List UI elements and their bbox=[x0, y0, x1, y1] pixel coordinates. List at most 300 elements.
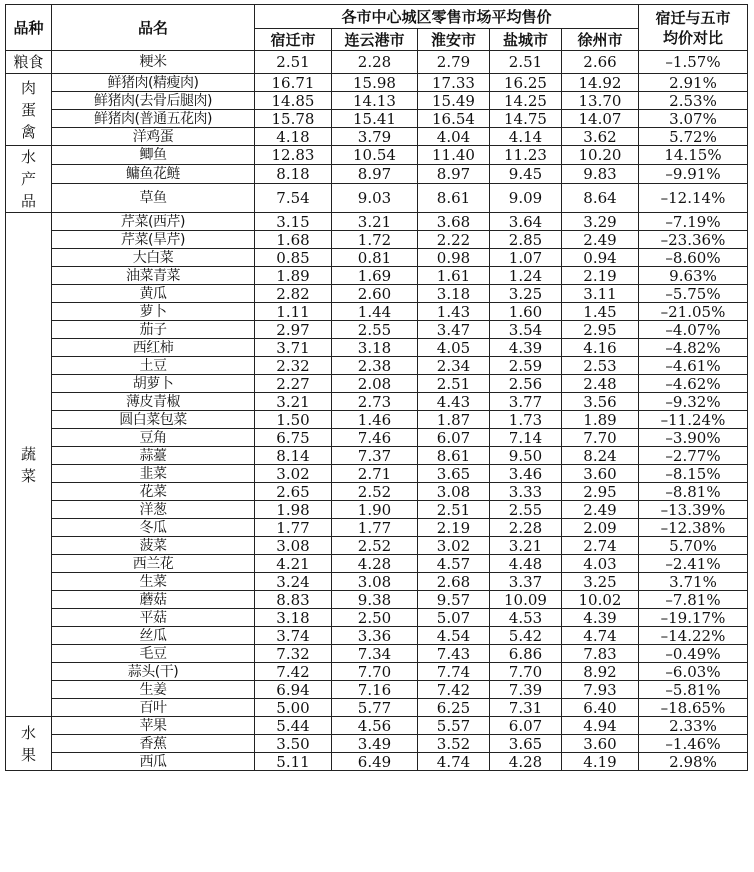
price-cell: 3.62 bbox=[562, 128, 639, 146]
price-cell: 9.57 bbox=[418, 591, 490, 609]
price-cell: 3.33 bbox=[490, 483, 562, 501]
price-cell: 4.14 bbox=[490, 128, 562, 146]
price-cell: 7.83 bbox=[562, 645, 639, 663]
ratio-cell: 2.98% bbox=[639, 753, 748, 771]
price-cell: 1.69 bbox=[332, 267, 418, 285]
table-row bbox=[6, 285, 748, 303]
price-cell: 8.14 bbox=[255, 447, 332, 465]
price-cell: 3.46 bbox=[490, 465, 562, 483]
table-row bbox=[6, 74, 748, 92]
price-cell: 15.49 bbox=[418, 92, 490, 110]
table-row bbox=[6, 627, 748, 645]
category-cell bbox=[6, 146, 52, 213]
table-row bbox=[6, 555, 748, 573]
price-cell: 3.21 bbox=[255, 393, 332, 411]
price-cell: 1.87 bbox=[418, 411, 490, 429]
table-row bbox=[6, 110, 748, 128]
price-comparison-table bbox=[5, 4, 748, 771]
price-cell: 6.40 bbox=[562, 699, 639, 717]
price-cell: 1.73 bbox=[490, 411, 562, 429]
price-cell: 17.33 bbox=[418, 74, 490, 92]
price-cell: 1.60 bbox=[490, 303, 562, 321]
price-cell: 2.95 bbox=[562, 483, 639, 501]
ratio-cell: –1.57% bbox=[639, 51, 748, 74]
item-name-cell: 生菜 bbox=[52, 573, 255, 591]
price-cell: 4.19 bbox=[562, 753, 639, 771]
price-cell: 3.54 bbox=[490, 321, 562, 339]
price-cell: 3.77 bbox=[490, 393, 562, 411]
price-cell: 2.71 bbox=[332, 465, 418, 483]
price-cell: 3.79 bbox=[332, 128, 418, 146]
item-name-cell: 西瓜 bbox=[52, 753, 255, 771]
price-cell: 2.28 bbox=[332, 51, 418, 74]
price-cell: 3.71 bbox=[255, 339, 332, 357]
ratio-header-line2: 均价对比 bbox=[662, 28, 723, 47]
city-header: 徐州市 bbox=[562, 29, 639, 51]
price-cell: 4.74 bbox=[418, 753, 490, 771]
table-row bbox=[6, 519, 748, 537]
price-cell: 3.36 bbox=[332, 627, 418, 645]
city-header: 宿迁市 bbox=[255, 29, 332, 51]
ratio-cell: –7.81% bbox=[639, 591, 748, 609]
category-char: 产 bbox=[20, 170, 36, 188]
item-name-cell: 菠菜 bbox=[52, 537, 255, 555]
price-cell: 9.45 bbox=[490, 164, 562, 183]
category-char: 肉 bbox=[20, 78, 36, 97]
table-body bbox=[6, 51, 748, 771]
table-row bbox=[6, 231, 748, 249]
price-cell: 6.94 bbox=[255, 681, 332, 699]
table-row bbox=[6, 645, 748, 663]
price-cell: 2.52 bbox=[332, 537, 418, 555]
ratio-cell: –8.81% bbox=[639, 483, 748, 501]
price-cell: 2.68 bbox=[418, 573, 490, 591]
price-cell: 3.18 bbox=[255, 609, 332, 627]
price-cell: 6.86 bbox=[490, 645, 562, 663]
ratio-cell: 3.71% bbox=[639, 573, 748, 591]
price-cell: 5.77 bbox=[332, 699, 418, 717]
price-cell: 2.73 bbox=[332, 393, 418, 411]
price-cell: 4.39 bbox=[562, 609, 639, 627]
item-name-cell: 豆角 bbox=[52, 429, 255, 447]
ratio-header bbox=[639, 5, 748, 51]
price-cell: 2.66 bbox=[562, 51, 639, 74]
price-cell: 5.42 bbox=[490, 627, 562, 645]
price-cell: 9.83 bbox=[562, 164, 639, 183]
price-cell: 3.68 bbox=[418, 213, 490, 231]
item-name-cell: 草鱼 bbox=[52, 183, 255, 212]
price-cell: 14.75 bbox=[490, 110, 562, 128]
price-cell: 3.65 bbox=[490, 735, 562, 753]
price-cell: 8.61 bbox=[418, 183, 490, 212]
price-cell: 1.77 bbox=[332, 519, 418, 537]
item-name-cell: 西红柿 bbox=[52, 339, 255, 357]
price-cell: 2.55 bbox=[332, 321, 418, 339]
category-cell: 粮食 bbox=[6, 51, 52, 74]
item-name-cell: 平菇 bbox=[52, 609, 255, 627]
price-cell: 3.47 bbox=[418, 321, 490, 339]
price-cell: 1.89 bbox=[562, 411, 639, 429]
price-cell: 3.18 bbox=[332, 339, 418, 357]
price-cell: 3.25 bbox=[490, 285, 562, 303]
ratio-cell: 2.91% bbox=[639, 74, 748, 92]
price-cell: 8.97 bbox=[332, 164, 418, 183]
name-header: 品名 bbox=[52, 5, 255, 51]
price-cell: 2.50 bbox=[332, 609, 418, 627]
item-name-cell: 萝卜 bbox=[52, 303, 255, 321]
item-name-cell: 蒜薹 bbox=[52, 447, 255, 465]
item-name-cell: 花菜 bbox=[52, 483, 255, 501]
price-cell: 2.85 bbox=[490, 231, 562, 249]
ratio-cell: 5.72% bbox=[639, 128, 748, 146]
table-row bbox=[6, 681, 748, 699]
ratio-cell: 3.07% bbox=[639, 110, 748, 128]
price-cell: 2.27 bbox=[255, 375, 332, 393]
item-name-cell: 洋葱 bbox=[52, 501, 255, 519]
ratio-cell: –18.65% bbox=[639, 699, 748, 717]
price-cell: 10.20 bbox=[562, 146, 639, 165]
item-name-cell: 鲜猪肉(普通五花肉) bbox=[52, 110, 255, 128]
price-cell: 1.46 bbox=[332, 411, 418, 429]
price-cell: 4.04 bbox=[418, 128, 490, 146]
price-cell: 11.23 bbox=[490, 146, 562, 165]
price-cell: 7.42 bbox=[255, 663, 332, 681]
ratio-cell: –12.14% bbox=[639, 183, 748, 212]
price-cell: 3.64 bbox=[490, 213, 562, 231]
price-cell: 6.49 bbox=[332, 753, 418, 771]
table-row bbox=[6, 128, 748, 146]
price-cell: 14.85 bbox=[255, 92, 332, 110]
ratio-cell: –2.77% bbox=[639, 447, 748, 465]
price-cell: 3.60 bbox=[562, 465, 639, 483]
price-cell: 7.70 bbox=[332, 663, 418, 681]
price-cell: 6.75 bbox=[255, 429, 332, 447]
price-cell: 4.28 bbox=[332, 555, 418, 573]
price-cell: 15.98 bbox=[332, 74, 418, 92]
price-cell: 2.28 bbox=[490, 519, 562, 537]
ratio-cell: 14.15% bbox=[639, 146, 748, 165]
price-cell: 3.25 bbox=[562, 573, 639, 591]
table-row bbox=[6, 267, 748, 285]
price-cell: 7.34 bbox=[332, 645, 418, 663]
price-cell: 1.72 bbox=[332, 231, 418, 249]
price-cell: 0.81 bbox=[332, 249, 418, 267]
price-cell: 9.03 bbox=[332, 183, 418, 212]
category-char: 水 bbox=[20, 723, 36, 742]
category-cell bbox=[6, 74, 52, 146]
price-cell: 2.82 bbox=[255, 285, 332, 303]
price-cell: 3.56 bbox=[562, 393, 639, 411]
price-cell: 2.34 bbox=[418, 357, 490, 375]
price-cell: 5.07 bbox=[418, 609, 490, 627]
price-cell: 3.52 bbox=[418, 735, 490, 753]
item-name-cell: 蒜头(干) bbox=[52, 663, 255, 681]
price-cell: 4.28 bbox=[490, 753, 562, 771]
price-cell: 5.00 bbox=[255, 699, 332, 717]
item-name-cell: 鲜猪肉(精瘦肉) bbox=[52, 74, 255, 92]
item-name-cell: 洋鸡蛋 bbox=[52, 128, 255, 146]
table-row bbox=[6, 146, 748, 165]
ratio-cell: –2.41% bbox=[639, 555, 748, 573]
item-name-cell: 胡萝卜 bbox=[52, 375, 255, 393]
price-cell: 2.22 bbox=[418, 231, 490, 249]
item-name-cell: 鳙鱼花鲢 bbox=[52, 164, 255, 183]
table-row bbox=[6, 393, 748, 411]
price-cell: 6.25 bbox=[418, 699, 490, 717]
price-cell: 9.50 bbox=[490, 447, 562, 465]
table-header bbox=[6, 5, 748, 51]
price-cell: 3.02 bbox=[255, 465, 332, 483]
price-cell: 3.11 bbox=[562, 285, 639, 303]
ratio-cell: 2.33% bbox=[639, 717, 748, 735]
price-cell: 4.05 bbox=[418, 339, 490, 357]
price-cell: 2.59 bbox=[490, 357, 562, 375]
price-cell: 2.60 bbox=[332, 285, 418, 303]
price-cell: 5.44 bbox=[255, 717, 332, 735]
category-char: 蛋 bbox=[20, 100, 36, 119]
item-name-cell: 土豆 bbox=[52, 357, 255, 375]
price-cell: 2.53 bbox=[562, 357, 639, 375]
price-cell: 13.70 bbox=[562, 92, 639, 110]
price-cell: 7.74 bbox=[418, 663, 490, 681]
price-cell: 14.13 bbox=[332, 92, 418, 110]
item-name-cell: 鲫鱼 bbox=[52, 146, 255, 165]
table-row bbox=[6, 717, 748, 735]
category-char: 蔬 bbox=[20, 444, 36, 463]
table-row bbox=[6, 501, 748, 519]
item-name-cell: 西兰花 bbox=[52, 555, 255, 573]
price-cell: 0.98 bbox=[418, 249, 490, 267]
price-cell: 4.56 bbox=[332, 717, 418, 735]
table-row bbox=[6, 183, 748, 212]
ratio-cell: –3.90% bbox=[639, 429, 748, 447]
price-cell: 7.37 bbox=[332, 447, 418, 465]
price-cell: 1.50 bbox=[255, 411, 332, 429]
category-char: 水 bbox=[20, 148, 36, 166]
price-cell: 2.19 bbox=[562, 267, 639, 285]
price-cell: 7.31 bbox=[490, 699, 562, 717]
price-cell: 0.85 bbox=[255, 249, 332, 267]
price-cell: 8.24 bbox=[562, 447, 639, 465]
category-cell bbox=[6, 717, 52, 771]
price-cell: 0.94 bbox=[562, 249, 639, 267]
ratio-cell: –0.49% bbox=[639, 645, 748, 663]
ratio-cell: –11.24% bbox=[639, 411, 748, 429]
price-cell: 4.18 bbox=[255, 128, 332, 146]
table-row bbox=[6, 339, 748, 357]
price-cell: 4.53 bbox=[490, 609, 562, 627]
city-header: 盐城市 bbox=[490, 29, 562, 51]
price-cell: 6.07 bbox=[490, 717, 562, 735]
price-cell: 3.21 bbox=[490, 537, 562, 555]
item-name-cell: 香蕉 bbox=[52, 735, 255, 753]
price-cell: 3.65 bbox=[418, 465, 490, 483]
price-cell: 8.61 bbox=[418, 447, 490, 465]
price-cell: 7.43 bbox=[418, 645, 490, 663]
price-cell: 4.57 bbox=[418, 555, 490, 573]
price-cell: 2.79 bbox=[418, 51, 490, 74]
ratio-cell: –4.61% bbox=[639, 357, 748, 375]
price-cell: 2.55 bbox=[490, 501, 562, 519]
category-cell bbox=[6, 213, 52, 717]
table-row bbox=[6, 303, 748, 321]
price-cell: 14.25 bbox=[490, 92, 562, 110]
price-cell: 3.02 bbox=[418, 537, 490, 555]
item-name-cell: 薄皮青椒 bbox=[52, 393, 255, 411]
price-cell: 14.07 bbox=[562, 110, 639, 128]
price-cell: 3.15 bbox=[255, 213, 332, 231]
ratio-cell: –23.36% bbox=[639, 231, 748, 249]
category-char: 果 bbox=[20, 745, 36, 764]
ratio-cell: 5.70% bbox=[639, 537, 748, 555]
price-cell: 7.14 bbox=[490, 429, 562, 447]
price-cell: 8.97 bbox=[418, 164, 490, 183]
price-cell: 7.39 bbox=[490, 681, 562, 699]
ratio-cell: –12.38% bbox=[639, 519, 748, 537]
price-cell: 4.21 bbox=[255, 555, 332, 573]
price-cell: 5.11 bbox=[255, 753, 332, 771]
price-cell: 10.02 bbox=[562, 591, 639, 609]
price-cell: 2.51 bbox=[418, 501, 490, 519]
table-row bbox=[6, 213, 748, 231]
price-cell: 15.78 bbox=[255, 110, 332, 128]
table-row bbox=[6, 411, 748, 429]
item-name-cell: 毛豆 bbox=[52, 645, 255, 663]
table-row bbox=[6, 164, 748, 183]
price-cell: 1.44 bbox=[332, 303, 418, 321]
table-row bbox=[6, 735, 748, 753]
price-cell: 11.40 bbox=[418, 146, 490, 165]
price-cell: 7.70 bbox=[490, 663, 562, 681]
price-cell: 2.52 bbox=[332, 483, 418, 501]
price-cell: 3.24 bbox=[255, 573, 332, 591]
price-cell: 1.45 bbox=[562, 303, 639, 321]
table-row bbox=[6, 699, 748, 717]
city-group-header: 各市中心城区零售市场平均售价 bbox=[255, 5, 639, 29]
price-cell: 2.09 bbox=[562, 519, 639, 537]
price-cell: 2.95 bbox=[562, 321, 639, 339]
item-name-cell: 芹菜(西芹) bbox=[52, 213, 255, 231]
price-cell: 3.37 bbox=[490, 573, 562, 591]
price-cell: 2.48 bbox=[562, 375, 639, 393]
price-cell: 7.54 bbox=[255, 183, 332, 212]
table-row bbox=[6, 321, 748, 339]
ratio-cell: 2.53% bbox=[639, 92, 748, 110]
price-cell: 2.51 bbox=[418, 375, 490, 393]
price-cell: 3.49 bbox=[332, 735, 418, 753]
price-cell: 16.54 bbox=[418, 110, 490, 128]
ratio-cell: –13.39% bbox=[639, 501, 748, 519]
price-cell: 14.92 bbox=[562, 74, 639, 92]
price-cell: 2.32 bbox=[255, 357, 332, 375]
ratio-cell: –6.03% bbox=[639, 663, 748, 681]
table-row bbox=[6, 663, 748, 681]
table-row bbox=[6, 249, 748, 267]
price-cell: 7.32 bbox=[255, 645, 332, 663]
ratio-cell: –1.46% bbox=[639, 735, 748, 753]
category-char: 菜 bbox=[20, 466, 36, 485]
price-cell: 3.50 bbox=[255, 735, 332, 753]
item-name-cell: 苹果 bbox=[52, 717, 255, 735]
price-cell: 1.61 bbox=[418, 267, 490, 285]
price-cell: 4.39 bbox=[490, 339, 562, 357]
price-cell: 3.29 bbox=[562, 213, 639, 231]
item-name-cell: 生姜 bbox=[52, 681, 255, 699]
price-cell: 7.70 bbox=[562, 429, 639, 447]
item-name-cell: 冬瓜 bbox=[52, 519, 255, 537]
ratio-cell: –7.19% bbox=[639, 213, 748, 231]
item-name-cell: 蘑菇 bbox=[52, 591, 255, 609]
price-cell: 4.48 bbox=[490, 555, 562, 573]
price-cell: 2.38 bbox=[332, 357, 418, 375]
ratio-cell: –4.82% bbox=[639, 339, 748, 357]
price-cell: 1.68 bbox=[255, 231, 332, 249]
table-row bbox=[6, 465, 748, 483]
table-row bbox=[6, 92, 748, 110]
price-cell: 5.57 bbox=[418, 717, 490, 735]
table-row bbox=[6, 537, 748, 555]
item-name-cell: 油菜青菜 bbox=[52, 267, 255, 285]
price-cell: 3.08 bbox=[332, 573, 418, 591]
price-cell: 10.54 bbox=[332, 146, 418, 165]
price-cell: 8.18 bbox=[255, 164, 332, 183]
price-cell: 2.08 bbox=[332, 375, 418, 393]
price-cell: 2.74 bbox=[562, 537, 639, 555]
ratio-cell: –8.15% bbox=[639, 465, 748, 483]
price-cell: 4.54 bbox=[418, 627, 490, 645]
table-row bbox=[6, 375, 748, 393]
item-name-cell: 韭菜 bbox=[52, 465, 255, 483]
table-row bbox=[6, 591, 748, 609]
ratio-cell: –4.07% bbox=[639, 321, 748, 339]
price-cell: 9.38 bbox=[332, 591, 418, 609]
ratio-cell: –19.17% bbox=[639, 609, 748, 627]
price-cell: 3.08 bbox=[418, 483, 490, 501]
price-cell: 7.16 bbox=[332, 681, 418, 699]
category-header: 品种 bbox=[6, 5, 52, 51]
item-name-cell: 粳米 bbox=[52, 51, 255, 74]
price-cell: 4.43 bbox=[418, 393, 490, 411]
city-header: 连云港市 bbox=[332, 29, 418, 51]
price-cell: 1.11 bbox=[255, 303, 332, 321]
price-cell: 2.19 bbox=[418, 519, 490, 537]
ratio-cell: –8.60% bbox=[639, 249, 748, 267]
price-cell: 1.43 bbox=[418, 303, 490, 321]
ratio-header-line1: 宿迁与五市 bbox=[655, 8, 731, 27]
city-header: 淮安市 bbox=[418, 29, 490, 51]
price-cell: 1.77 bbox=[255, 519, 332, 537]
price-cell: 8.64 bbox=[562, 183, 639, 212]
price-cell: 16.71 bbox=[255, 74, 332, 92]
price-cell: 1.07 bbox=[490, 249, 562, 267]
item-name-cell: 黄瓜 bbox=[52, 285, 255, 303]
price-cell: 2.51 bbox=[490, 51, 562, 74]
price-cell: 2.49 bbox=[562, 231, 639, 249]
category-char: 品 bbox=[20, 192, 36, 210]
price-cell: 4.16 bbox=[562, 339, 639, 357]
price-cell: 15.41 bbox=[332, 110, 418, 128]
price-cell: 3.60 bbox=[562, 735, 639, 753]
table-row bbox=[6, 51, 748, 74]
price-cell: 3.21 bbox=[332, 213, 418, 231]
table-row bbox=[6, 429, 748, 447]
table-row bbox=[6, 753, 748, 771]
price-cell: 2.49 bbox=[562, 501, 639, 519]
item-name-cell: 丝瓜 bbox=[52, 627, 255, 645]
ratio-cell: –9.32% bbox=[639, 393, 748, 411]
price-cell: 7.42 bbox=[418, 681, 490, 699]
table-row bbox=[6, 609, 748, 627]
